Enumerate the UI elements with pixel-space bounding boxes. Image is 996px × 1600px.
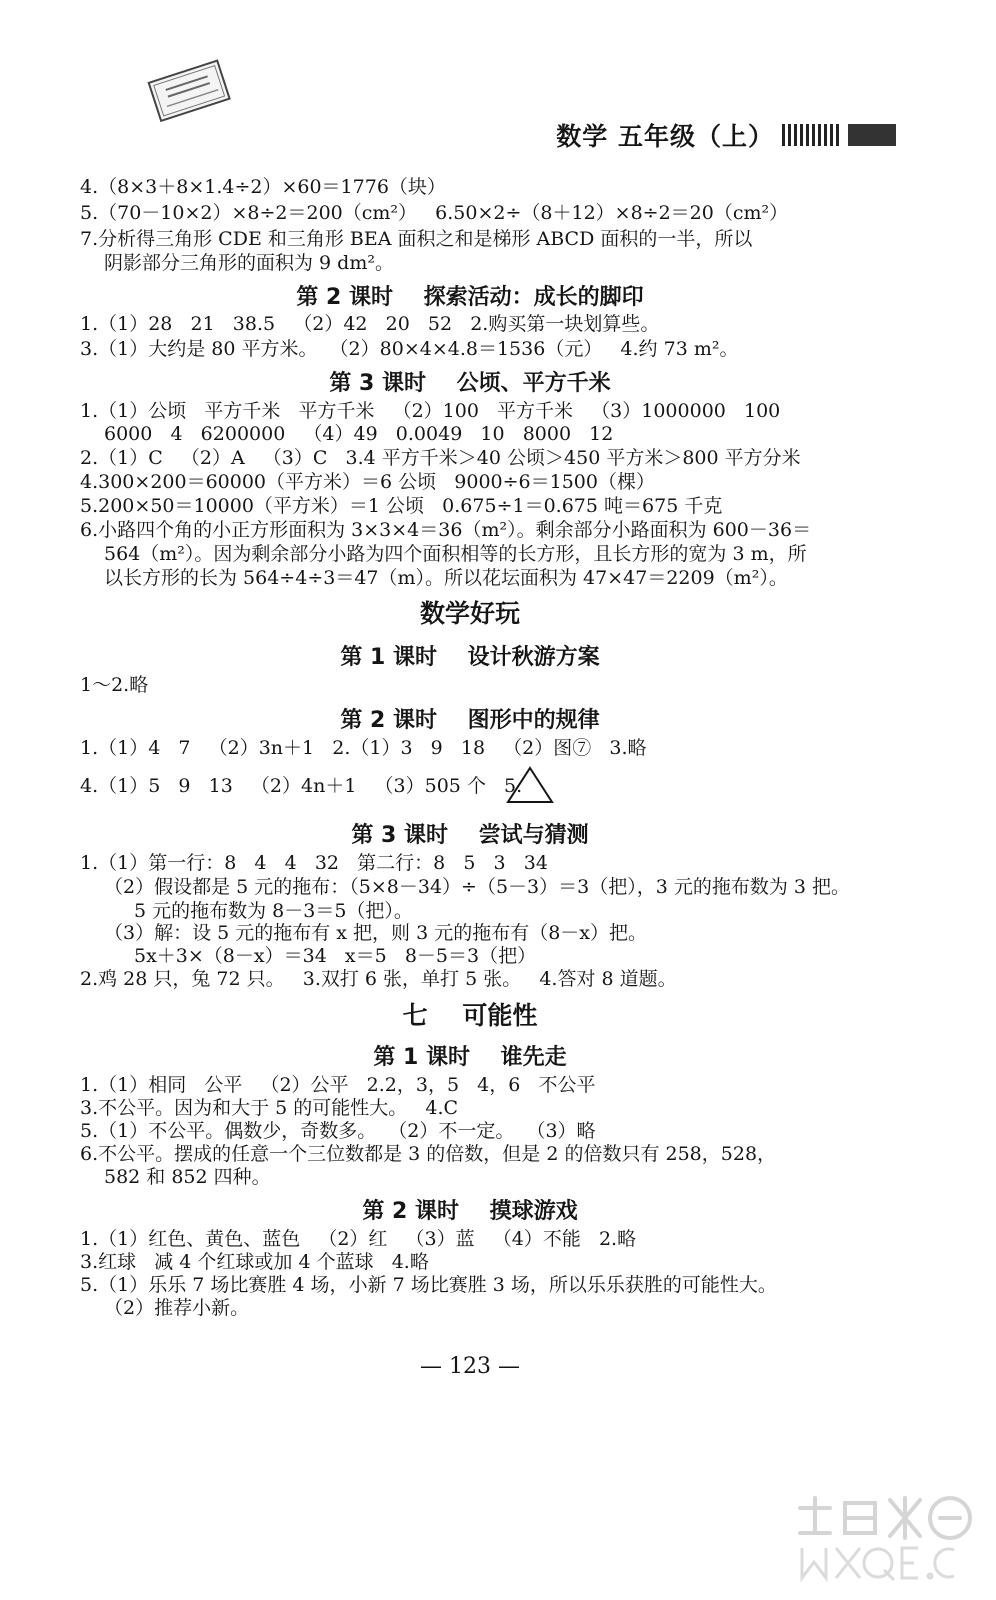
answer-line: 5.（1）乐乐 7 场比赛胜 4 场，小新 7 场比赛胜 3 场，所以乐乐获胜的可能性大。: [80, 1274, 777, 1296]
answer-line: 7.分析得三角形 CDE 和三角形 BEA 面积之和是梯形 ABCD 面积的一半，所以: [80, 228, 753, 250]
answer-line: 6000 4 6200000 （4）49 0.0049 10 8000 12: [104, 423, 614, 445]
answer-line: 5 元的拖布数为 8－3＝5（把）。: [134, 900, 413, 922]
answer-line: 5.200×50＝10000（平方米）＝1 公顷 0.675÷1＝0.675 吨＝675 千克: [80, 495, 723, 517]
answer-line: 5.（1）不公平。偶数少，奇数多。 （2）不一定。 （3）略: [80, 1120, 596, 1142]
chapter-heading: 数学好玩: [419, 599, 520, 628]
answer-line: 3.（1）大约是 80 平方米。 （2）80×4×4.8＝1536（元） 4.约 73 m²。: [80, 338, 739, 360]
answer-line: 6.不公平。摆成的任意一个三位数都是 3 的倍数，但是 2 的倍数只有 258，528，: [80, 1143, 777, 1165]
answer-line: 1.（1）28 21 38.5 （2）42 20 52 2.购买第一块划算些。: [80, 313, 660, 335]
triangle-icon: [505, 765, 555, 805]
section-heading: 第 3 课时 公顷、平方千米: [329, 371, 611, 396]
answer-line: 1.（1）红色、黄色、蓝色 （2）红 （3）蓝 （4）不能 2.略: [80, 1228, 637, 1250]
answer-watermark: [790, 1488, 980, 1588]
header-hatch-bar: [782, 124, 840, 146]
answer-line: 6.小路四个角的小正方形面积为 3×3×4＝36（m²）。剩余部分小路面积为 600－36＝: [80, 519, 812, 541]
book-logo-icon: [142, 58, 242, 128]
section-heading: 第 1 课时 设计秋游方案: [340, 645, 600, 670]
answer-line: 4.300×200＝60000（平方米）＝6 公顷 9000÷6＝1500（棵）: [80, 471, 655, 493]
answer-line: 阴影部分三角形的面积为 9 dm²。: [104, 252, 394, 274]
answer-line: 582 和 852 四种。: [104, 1166, 271, 1188]
section-heading: 第 2 课时 摸球游戏: [362, 1199, 578, 1224]
header-title: 数学 五年级（上）: [556, 122, 774, 151]
answer-line: 1.（1）公顷 平方千米 平方千米 （2）100 平方千米 （3）1000000 100: [80, 400, 781, 422]
section-heading: 第 3 课时 尝试与猜测: [351, 823, 589, 848]
answer-line: 564（m²）。因为剩余部分小路为四个面积相等的长方形，且长方形的宽为 3 m，所: [104, 543, 807, 565]
section-heading: 第 2 课时 探索活动：成长的脚印: [296, 285, 644, 310]
answer-line: （3）解：设 5 元的拖布有 x 把，则 3 元的拖布有（8－x）把。: [104, 922, 648, 944]
page-header: [556, 118, 896, 152]
answer-line: 4.（1）5 9 13 （2）4n＋1 （3）505 个 5.: [80, 775, 523, 797]
answer-line: 2.（1）C （2）A （3）C 3.4 平方千米＞40 公顷＞450 平方米＞800 平方分米: [80, 447, 801, 469]
answer-line: 1～2.略: [80, 674, 149, 696]
chapter-heading: 七 可能性: [402, 1001, 538, 1030]
answer-line: （2）推荐小新。: [104, 1297, 250, 1319]
answer-line: 5.（70－10×2）×8÷2＝200（cm²） 6.50×2÷（8＋12）×8÷2＝20（cm²）: [80, 202, 789, 224]
answer-line: 3.红球 减 4 个红球或加 4 个蓝球 4.略: [80, 1251, 429, 1273]
answer-line: 2.鸡 28 只，兔 72 只。 3.双打 6 张，单打 5 张。 4.答对 8 道题。: [80, 968, 677, 990]
answer-line: 1.（1）相同 公平 （2）公平 2.2，3，5 4，6 不公平: [80, 1074, 596, 1096]
answer-line: 1.（1）4 7 （2）3n＋1 2.（1）3 9 18 （2）图⑦ 3.略: [80, 737, 647, 759]
answer-line: 以长方形的长为 564÷4÷3＝47（m）。所以花坛面积为 47×47＝2209（m²）。: [104, 567, 788, 589]
page-number: — 123 —: [420, 1354, 520, 1379]
answer-line: 1.（1）第一行：8 4 4 32 第二行：8 5 3 34: [80, 852, 548, 874]
answer-line: （2）假设都是 5 元的拖布：（5×8－34）÷（5－3）＝3（把），3 元的拖布数为 3 把。: [104, 876, 851, 898]
section-heading: 第 2 课时 图形中的规律: [340, 708, 600, 733]
header-solid-bar: [848, 124, 896, 146]
answer-line: 4.（8×3＋8×1.4÷2）×60＝1776（块）: [80, 176, 446, 198]
answer-line: 3.不公平。因为和大于 5 的可能性大。 4.C: [80, 1097, 459, 1119]
answer-line: 5x＋3×（8－x）＝34 x＝5 8－5＝3（把）: [134, 945, 537, 967]
section-heading: 第 1 课时 谁先走: [373, 1045, 567, 1070]
